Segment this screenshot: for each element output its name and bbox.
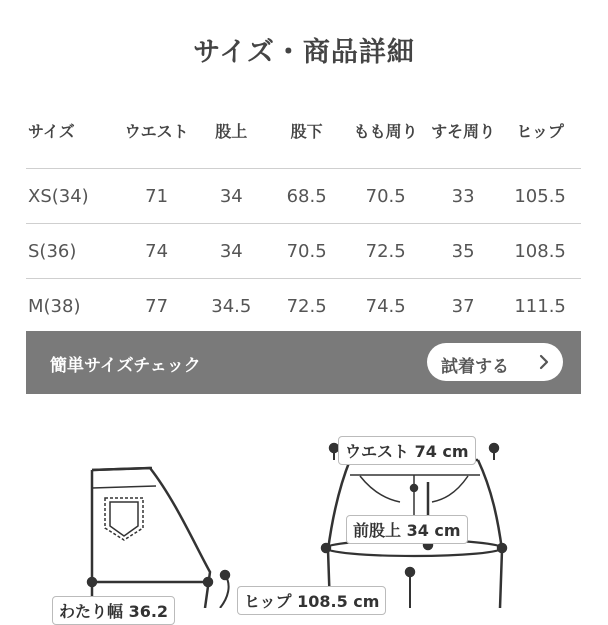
measurement-diagram [0, 420, 608, 621]
header-rise: 股上 [215, 122, 248, 142]
header-size: サイズ [28, 122, 75, 142]
cell-size: M(38) [28, 295, 81, 317]
cell-hem: 37 [451, 295, 475, 317]
size-check-label: 簡単サイズチェック [50, 356, 201, 376]
cell-hip: 105.5 [514, 185, 566, 207]
cell-size: S(36) [28, 240, 77, 262]
cell-inseam: 72.5 [286, 295, 327, 317]
cell-hip: 108.5 [514, 240, 566, 262]
thigh-measurement-label: わたり幅 36.2 [52, 596, 175, 625]
cell-inseam: 68.5 [286, 185, 327, 207]
cell-thigh: 74.5 [365, 295, 406, 317]
cell-hip: 111.5 [514, 295, 566, 317]
header-waist: ウエスト [124, 122, 189, 142]
table-row [26, 279, 581, 334]
header-hem: すそ周り [431, 122, 496, 142]
cell-rise: 34 [219, 240, 243, 262]
pants-illustration [0, 420, 608, 608]
cell-rise: 34.5 [211, 295, 252, 317]
cell-waist: 74 [145, 240, 169, 262]
table-row [26, 224, 581, 279]
cell-rise: 34 [219, 185, 243, 207]
cell-hem: 35 [451, 240, 475, 262]
try-on-button[interactable] [427, 343, 563, 381]
chevron-right-icon [535, 353, 553, 371]
header-hip: ヒップ [516, 122, 564, 142]
cell-hem: 33 [451, 185, 475, 207]
waist-measurement-label: ウエスト 74 cm [338, 436, 476, 465]
hip-measurement-label: ヒップ 108.5 cm [237, 586, 386, 615]
size-table [26, 96, 581, 334]
back-view-illustration [88, 468, 229, 608]
cell-thigh: 70.5 [365, 185, 406, 207]
cell-thigh: 72.5 [365, 240, 406, 262]
front-rise-measurement-label: 前股上 34 cm [346, 515, 468, 544]
table-header-row [26, 96, 581, 169]
page-title: サイズ・商品詳細 [193, 37, 415, 68]
header-inseam: 股下 [290, 122, 323, 142]
cell-waist: 71 [145, 185, 169, 207]
cell-size: XS(34) [28, 185, 89, 207]
cell-waist: 77 [145, 295, 169, 317]
cell-inseam: 70.5 [286, 240, 327, 262]
try-on-button-label: 試着する [441, 357, 509, 377]
table-row [26, 169, 581, 224]
header-thigh: もも周り [353, 122, 418, 142]
size-check-bar [26, 331, 581, 394]
